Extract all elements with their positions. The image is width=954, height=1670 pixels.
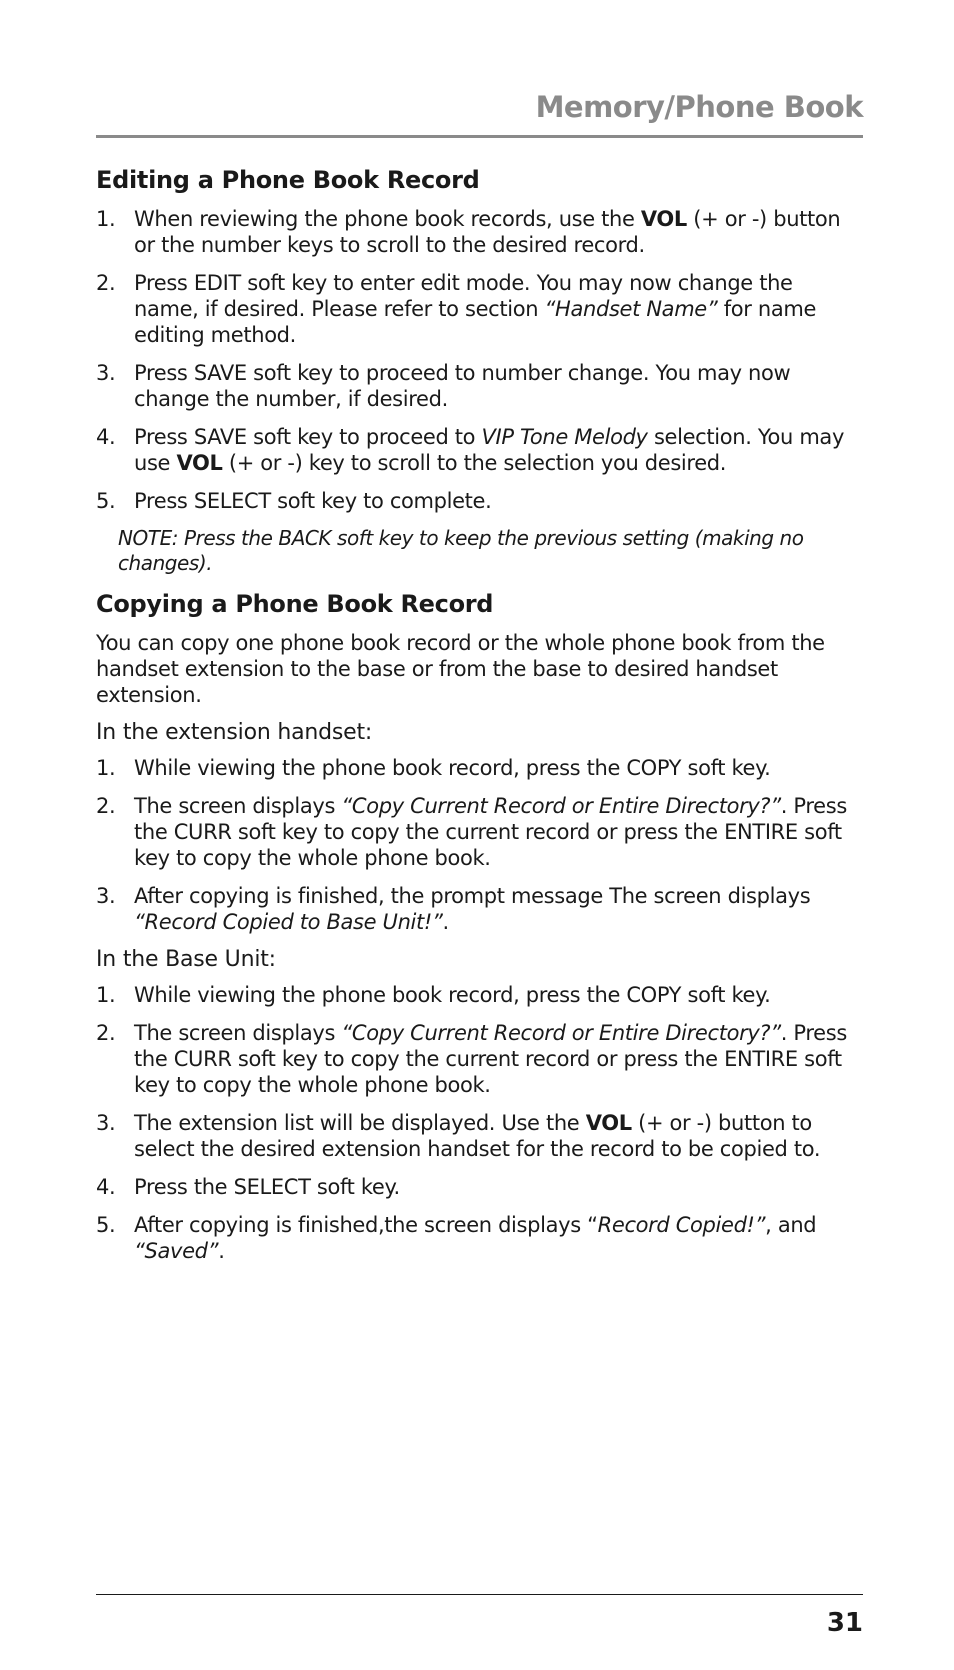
- list-item: [96, 1212, 863, 1264]
- step-number: 3.: [96, 361, 116, 385]
- section-heading-copying: Copying a Phone Book Record: [96, 590, 494, 618]
- list-item: [96, 1174, 863, 1200]
- step-text: When reviewing the phone book records, use the: [134, 207, 641, 231]
- editing-steps-list: [96, 206, 863, 514]
- step-number: 1.: [96, 756, 116, 780]
- step-italic: “Record Copied to Base Unit!”: [134, 910, 443, 934]
- list-item: [96, 755, 863, 781]
- step-text: (+ or -) key to scroll to the selection you desired.: [222, 451, 727, 475]
- step-number: 2.: [96, 1021, 116, 1045]
- step-text: Press EDIT soft key to enter edit mode. You may now change the name, if desired. Please refer to section: [134, 271, 793, 321]
- list-item: [96, 1020, 863, 1098]
- step-text: (+ or -) button or the number keys to scroll to the desired record.: [134, 207, 841, 257]
- step-number: 1.: [96, 207, 116, 231]
- step-bold: VOL: [176, 451, 223, 475]
- step-italic: VIP Tone Melody: [481, 425, 648, 449]
- step-text: for name editing method.: [134, 297, 817, 347]
- step-number: 2.: [96, 271, 116, 295]
- step-italic: Record Copied!”: [597, 1213, 766, 1237]
- base-steps-list: [96, 982, 863, 1264]
- step-text: .: [442, 910, 449, 934]
- list-item: [96, 488, 863, 514]
- step-text: Press the SELECT soft key.: [134, 1175, 400, 1199]
- list-item: [96, 883, 863, 935]
- step-text: After copying is finished, the prompt message The screen displays: [134, 884, 811, 908]
- step-number: 2.: [96, 794, 116, 818]
- step-text: The screen displays: [134, 1021, 342, 1045]
- step-text: The screen displays: [134, 794, 342, 818]
- subheading-extension-handset: In the extension handset:: [96, 720, 373, 745]
- step-text: After copying is finished,the screen displays “: [134, 1213, 598, 1237]
- header-rule: [96, 135, 863, 138]
- list-item: [96, 360, 863, 412]
- step-text: , and: [765, 1213, 817, 1237]
- step-bold: VOL: [585, 1111, 632, 1135]
- page-content: [96, 166, 863, 1276]
- step-italic: “Copy Current Record or Entire Directory?”: [341, 794, 781, 818]
- step-bold: VOL: [640, 207, 687, 231]
- list-item: [96, 982, 863, 1008]
- step-number: 5.: [96, 1213, 116, 1237]
- step-text: While viewing the phone book record, press the COPY soft key.: [134, 756, 771, 780]
- step-number: 1.: [96, 983, 116, 1007]
- step-number: 3.: [96, 1111, 116, 1135]
- page-header-title: Memory/Phone Book: [535, 90, 863, 124]
- subheading-base-unit: In the Base Unit:: [96, 947, 276, 972]
- step-text: The extension list will be displayed. Use the: [134, 1111, 586, 1135]
- step-text: Press SAVE soft key to proceed to number change. You may now change the number, if desired.: [134, 361, 791, 411]
- list-item: [96, 206, 863, 258]
- list-item: [96, 1110, 863, 1162]
- footer-rule: [96, 1594, 863, 1595]
- step-text: (+ or -) button to select the desired extension handset for the record to be copied to.: [134, 1111, 821, 1161]
- step-number: 4.: [96, 425, 116, 449]
- step-italic: “Handset Name”: [544, 297, 718, 321]
- step-text: While viewing the phone book record, press the COPY soft key.: [134, 983, 771, 1007]
- list-item: [96, 424, 863, 476]
- step-italic: “Copy Current Record or Entire Directory?”: [341, 1021, 781, 1045]
- step-text: selection. You may use: [134, 425, 845, 475]
- step-text: . Press the CURR soft key to copy the current record or press the ENTIRE soft key to copy the whole phone book.: [134, 1021, 847, 1097]
- copying-intro-paragraph: You can copy one phone book record or the whole phone book from the handset extension to the base or from the base to desired handset extension.: [96, 631, 825, 707]
- list-item: [96, 793, 863, 871]
- page-number: 31: [826, 1608, 863, 1638]
- step-number: 4.: [96, 1175, 116, 1199]
- step-number: 3.: [96, 884, 116, 908]
- step-text: . Press the CURR soft key to copy the current record or press the ENTIRE soft key to copy the whole phone book.: [134, 794, 847, 870]
- extension-steps-list: [96, 755, 863, 935]
- step-text: Press SELECT soft key to complete.: [134, 489, 492, 513]
- step-number: 5.: [96, 489, 116, 513]
- note-text: NOTE: Press the BACK soft key to keep the previous setting (making no changes).: [118, 526, 804, 575]
- step-italic: “Saved”: [134, 1239, 219, 1263]
- step-text: Press SAVE soft key to proceed to: [134, 425, 482, 449]
- step-text: .: [218, 1239, 225, 1263]
- section-heading-editing: Editing a Phone Book Record: [96, 166, 480, 194]
- list-item: [96, 270, 863, 348]
